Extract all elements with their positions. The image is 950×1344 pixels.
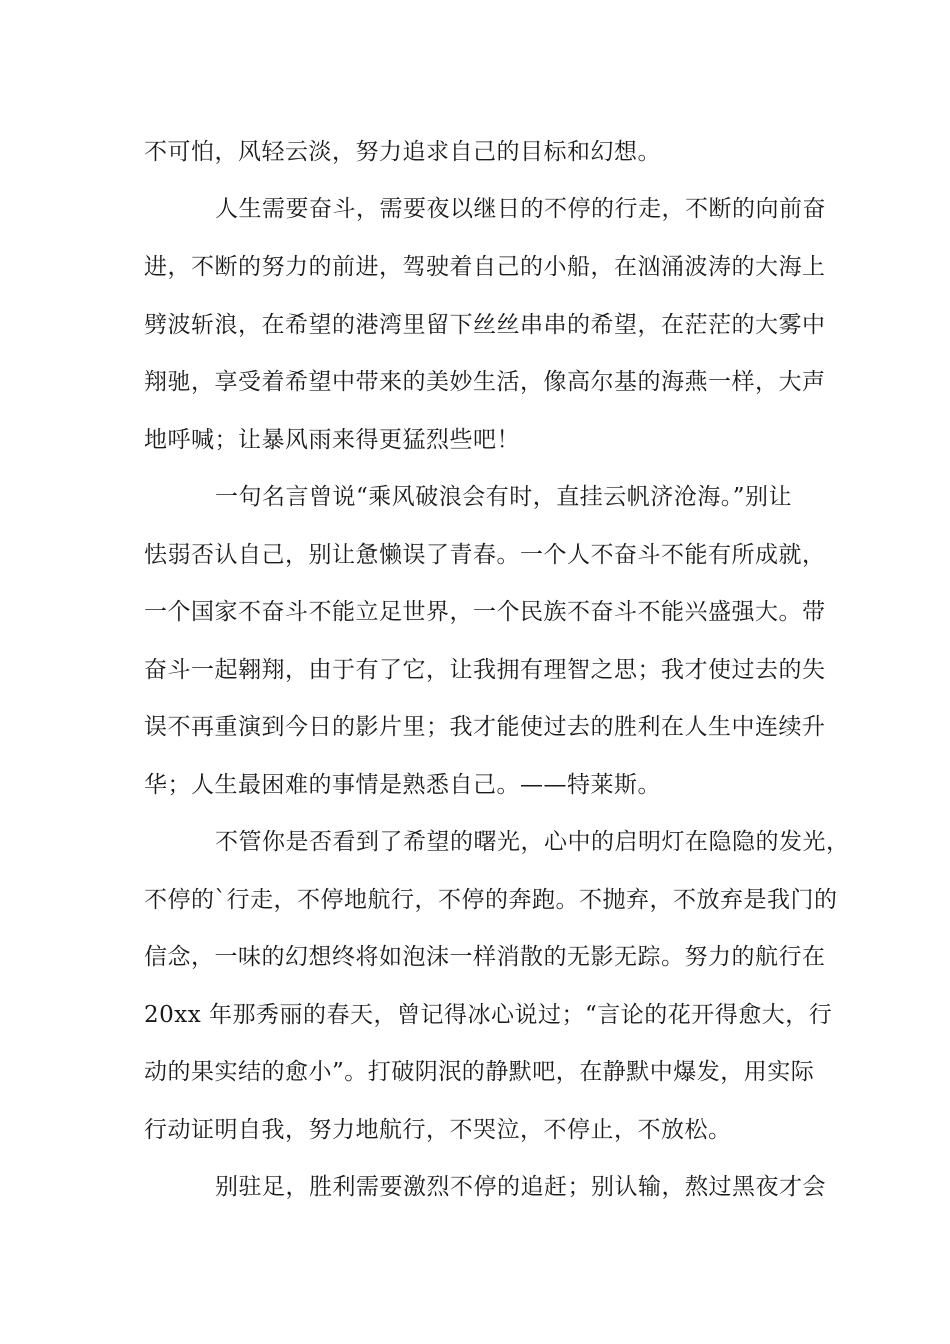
text-line: 劈波斩浪，在希望的港湾里留下丝丝串串的希望，在茫茫的大雾中	[144, 312, 826, 338]
text-line: 一个国家不奋斗不能立足世界，一个民族不奋斗不能兴盛强大。带	[144, 599, 826, 625]
text-line: 怯弱否认自己，别让惫懒误了青春。一个人不奋斗不能有所成就，	[144, 542, 826, 568]
text-line: 误不再重演到今日的影片里；我才能使过去的胜利在人生中连续升	[144, 714, 826, 740]
text-line: 进，不断的努力的前进，驾驶着自己的小船，在汹涌波涛的大海上	[144, 254, 826, 280]
text-line: 行动证明自我，努力地航行，不哭泣，不停止，不放松。	[144, 1117, 732, 1143]
text-line: 不可怕，风轻云淡，努力追求自己的目标和幻想。	[144, 139, 661, 165]
text-line: 地呼喊；让暴风雨来得更猛烈些吧！	[144, 427, 520, 453]
paragraph-start-line: 人生需要奋斗，需要夜以继日的不停的行走，不断的向前奋	[215, 196, 826, 222]
paragraph-start-line: 不管你是否看到了希望的曙光，心中的启明灯在隐隐的发光，	[215, 829, 850, 855]
text-line: 不停的`行走，不停地航行，不停的奔跑。不抛弃，不放弃是我门的	[144, 887, 838, 913]
paragraph-start-line: 别驻足，胜利需要激烈不停的追赶；别认输，熬过黑夜才会	[215, 1174, 826, 1200]
text-line: 翔驰，享受着希望中带来的美妙生活，像高尔基的海燕一样，大声	[144, 369, 826, 395]
text-line: 20xx 年那秀丽的春天，曾记得冰心说过；“言论的花开得愈大，行	[144, 1002, 833, 1028]
text-line: 动的果实结的愈小”。打破阴泯的静默吧，在静默中爆发，用实际	[144, 1059, 815, 1085]
text-line: 华；人生最困难的事情是熟悉自己。——特莱斯。	[144, 772, 661, 798]
text-line: 奋斗一起翱翔，由于有了它，让我拥有理智之思；我才使过去的失	[144, 657, 826, 683]
paragraph-start-line: 一句名言曾说“乘风破浪会有时，直挂云帆济沧海。”别让	[215, 484, 793, 510]
text-line: 信念，一味的幻想终将如泡沫一样消散的无影无踪。努力的航行在	[144, 944, 826, 970]
